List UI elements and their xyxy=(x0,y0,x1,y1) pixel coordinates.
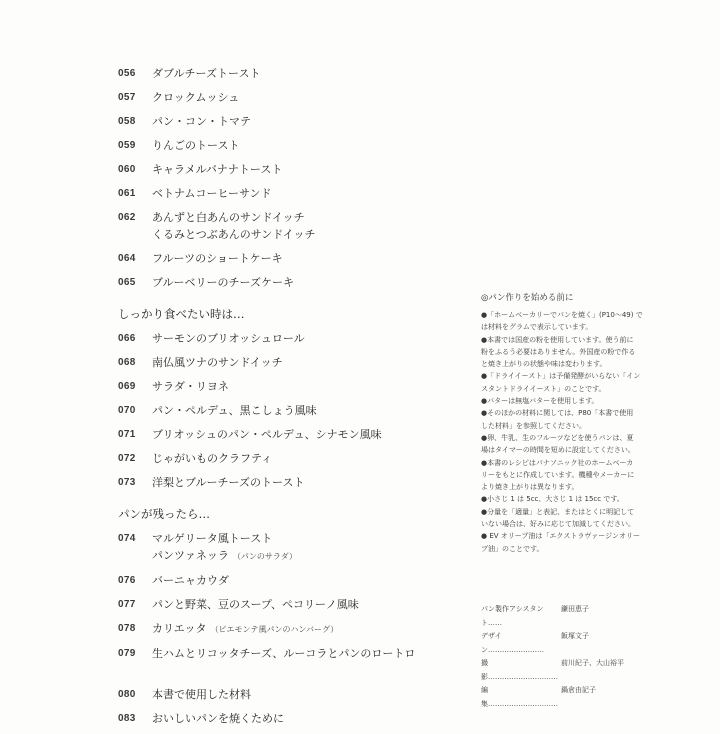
page-number: 083 xyxy=(118,713,136,724)
page-number: 065 xyxy=(118,277,136,288)
page-number: 056 xyxy=(118,68,136,79)
note-line: ブ油」のことです。 xyxy=(481,544,544,553)
note-line: ●卵、牛乳、生のフルーツなどを使うパンは、夏 xyxy=(481,433,634,442)
credit-row xyxy=(481,684,681,711)
note-line: ●本書では国産の粉を使用しています。使う前に xyxy=(481,335,634,344)
credit-name: 鍋倉由記子 xyxy=(561,686,596,694)
note-line: ●「ドライイースト」は予備発酵がいらない「イン xyxy=(481,372,641,381)
entry-title: ブリオッシュのパン・ペルデュ、シナモン風味 xyxy=(152,428,382,441)
toc-entry[interactable] xyxy=(118,596,458,613)
page-number: 059 xyxy=(118,140,136,151)
entry-title: ダブルチーズトースト xyxy=(152,67,261,80)
entry-title: 洋梨とブルーチーズのトースト xyxy=(152,476,305,489)
note-line: した材料」を参照してください。 xyxy=(481,421,586,430)
toc-entry[interactable] xyxy=(118,113,458,130)
entry-title: クロックムッシュ xyxy=(152,91,240,104)
page-number: 074 xyxy=(118,533,136,544)
toc-entry[interactable] xyxy=(118,426,458,443)
toc-group-leftover xyxy=(118,506,458,662)
note-line: ●分量を「適量」と表記、またはとくに明記して xyxy=(481,507,635,516)
page-number: 058 xyxy=(118,116,136,127)
note-line: は材料をグラムで表示しています。 xyxy=(481,323,593,332)
notes-title: ◎パン作りを始める前に xyxy=(481,293,574,303)
entry-title: 生ハムとリコッタチーズ、ルーコラとパンのロートロ xyxy=(152,647,416,660)
credit-role: デザイン…………………… xyxy=(481,632,544,654)
page-number: 071 xyxy=(118,429,136,440)
entry-title: 南仏風ツナのサンドイッチ xyxy=(152,356,283,369)
entry-title: ブルーベリーのチーズケーキ xyxy=(152,276,295,289)
entry-title: おいしいパンを焼くために xyxy=(152,712,284,725)
entry-title-line xyxy=(152,620,338,638)
toc-entry[interactable] xyxy=(118,620,458,638)
note-line: 場はタイマーの時間を短めに設定してください。 xyxy=(481,446,635,455)
note-line: リーをもとに作成しています。機種やメーカーに xyxy=(481,470,635,479)
toc-entry[interactable] xyxy=(118,65,458,82)
note-line: いない場合は、好みに応じて加減してください。 xyxy=(481,520,635,529)
page-number: 061 xyxy=(118,188,136,199)
toc-entry[interactable] xyxy=(118,137,458,154)
page-number: 072 xyxy=(118,453,136,464)
toc-entry[interactable] xyxy=(118,185,458,202)
entry-title: サーモンのブリオッシュロール xyxy=(152,332,305,345)
entry-title: 本書で使用した材料 xyxy=(152,688,251,701)
entry-title: パン・ペルデュ、黒こしょう風味 xyxy=(152,404,317,417)
entry-title: パンと野菜、豆のスープ、ペコリーノ風味 xyxy=(152,598,359,611)
toc-entry[interactable] xyxy=(118,530,458,565)
note-line: 粉をふるう必要はありません。外国産の粉で作る xyxy=(481,347,636,356)
page-number: 064 xyxy=(118,253,136,264)
note-line: ● EV オリーブ油は「エクストラヴァージンオリー xyxy=(481,532,640,541)
toc-entry[interactable] xyxy=(118,274,458,291)
note-line: ●「ホームベーカリーでパンを焼く」(P10〜49) で xyxy=(481,311,643,319)
entry-title: カリエッタ xyxy=(152,622,207,635)
toc-entry[interactable] xyxy=(118,710,458,727)
page-number: 079 xyxy=(118,648,136,659)
entry-title: あんずと白あんのサンドイッチ xyxy=(152,211,305,224)
toc-entry[interactable] xyxy=(118,572,458,589)
note-line: ●小さじ 1 は 5cc、大さじ 1 は 15cc です。 xyxy=(481,495,624,504)
page-number: 062 xyxy=(118,212,136,223)
credit-name: 鎌田恵子 xyxy=(561,605,589,613)
note-line: スタントドライイースト」のことです。 xyxy=(481,384,606,393)
entry-title-second-line xyxy=(152,547,297,565)
credit-role: 編集………………………… xyxy=(481,686,558,708)
entry-title: パン・コン・トマテ xyxy=(152,115,251,128)
page-number: 076 xyxy=(118,575,136,586)
toc-entry[interactable] xyxy=(118,354,458,371)
page-number: 078 xyxy=(118,623,136,634)
note-line: より焼き上がりは異なります。 xyxy=(481,483,579,492)
entry-title: キャラメルバナナトースト xyxy=(152,163,283,176)
entry-title-second-text: パンツァネッラ xyxy=(152,549,229,562)
toc-entry[interactable] xyxy=(118,450,458,467)
page-number: 060 xyxy=(118,164,136,175)
toc-entry[interactable] xyxy=(118,474,458,491)
notes-box xyxy=(481,291,693,555)
entry-title: じゃがいものクラフティ xyxy=(152,452,273,465)
section-heading: しっかり食べたい時は… xyxy=(118,307,245,321)
toc-entry[interactable] xyxy=(118,89,458,106)
note-line: と焼き上がりの状態や味は変わります。 xyxy=(481,360,607,369)
credit-role: パン製作アシスタント…… xyxy=(481,605,544,627)
toc-entry[interactable] xyxy=(118,645,458,662)
entry-title-second-line: くるみとつぶあんのサンドイッチ xyxy=(152,228,316,241)
entry-title: マルゲリータ風トースト xyxy=(152,532,273,545)
credit-row xyxy=(481,657,681,684)
toc-entry[interactable] xyxy=(118,686,458,703)
toc-entry[interactable] xyxy=(118,378,458,395)
credit-name: 前川紀子、大山裕平 xyxy=(561,659,624,667)
entry-title: フルーツのショートケーキ xyxy=(152,252,283,265)
credits xyxy=(481,603,681,711)
note-line: ●本書のレシピはパナソニック社のホームベーカ xyxy=(481,458,634,467)
note-line: ●バターは無塩バターを使用します。 xyxy=(481,397,599,406)
page-number: 069 xyxy=(118,381,136,392)
note-line: ●そのほかの材料に関しては、P80「本書で使用 xyxy=(481,409,634,418)
credit-row xyxy=(481,630,681,657)
toc-entry[interactable] xyxy=(118,209,458,243)
toc-group-toast xyxy=(118,65,458,291)
entry-title: ベトナムコーヒーサンド xyxy=(152,187,272,200)
page-number: 080 xyxy=(118,689,136,700)
entry-title: りんごのトースト xyxy=(152,139,240,152)
page-number: 073 xyxy=(118,477,136,488)
page-number: 070 xyxy=(118,405,136,416)
credit-role: 撮影………………………… xyxy=(481,659,558,681)
entry-subtitle: （パンのサラダ） xyxy=(232,552,298,561)
toc-entry[interactable] xyxy=(118,250,458,267)
page-number: 077 xyxy=(118,599,136,610)
section-heading: パンが残ったら… xyxy=(118,507,210,521)
credit-row xyxy=(481,603,681,630)
toc-entry[interactable] xyxy=(118,330,458,347)
page-number: 066 xyxy=(118,333,136,344)
entry-subtitle: （ピエモンテ風パンのハンバーグ） xyxy=(210,625,339,634)
credit-name: 飯塚文子 xyxy=(561,632,589,640)
toc-entry[interactable] xyxy=(118,402,458,419)
toc-entry[interactable] xyxy=(118,161,458,178)
entry-title: サラダ・リヨネ xyxy=(152,380,229,393)
page-number: 068 xyxy=(118,357,136,368)
toc-group-appendix xyxy=(118,686,458,727)
table-of-contents xyxy=(118,65,458,734)
page-number: 057 xyxy=(118,92,136,103)
entry-title: バーニャカウダ xyxy=(152,574,229,587)
toc-group-hearty xyxy=(118,306,458,491)
